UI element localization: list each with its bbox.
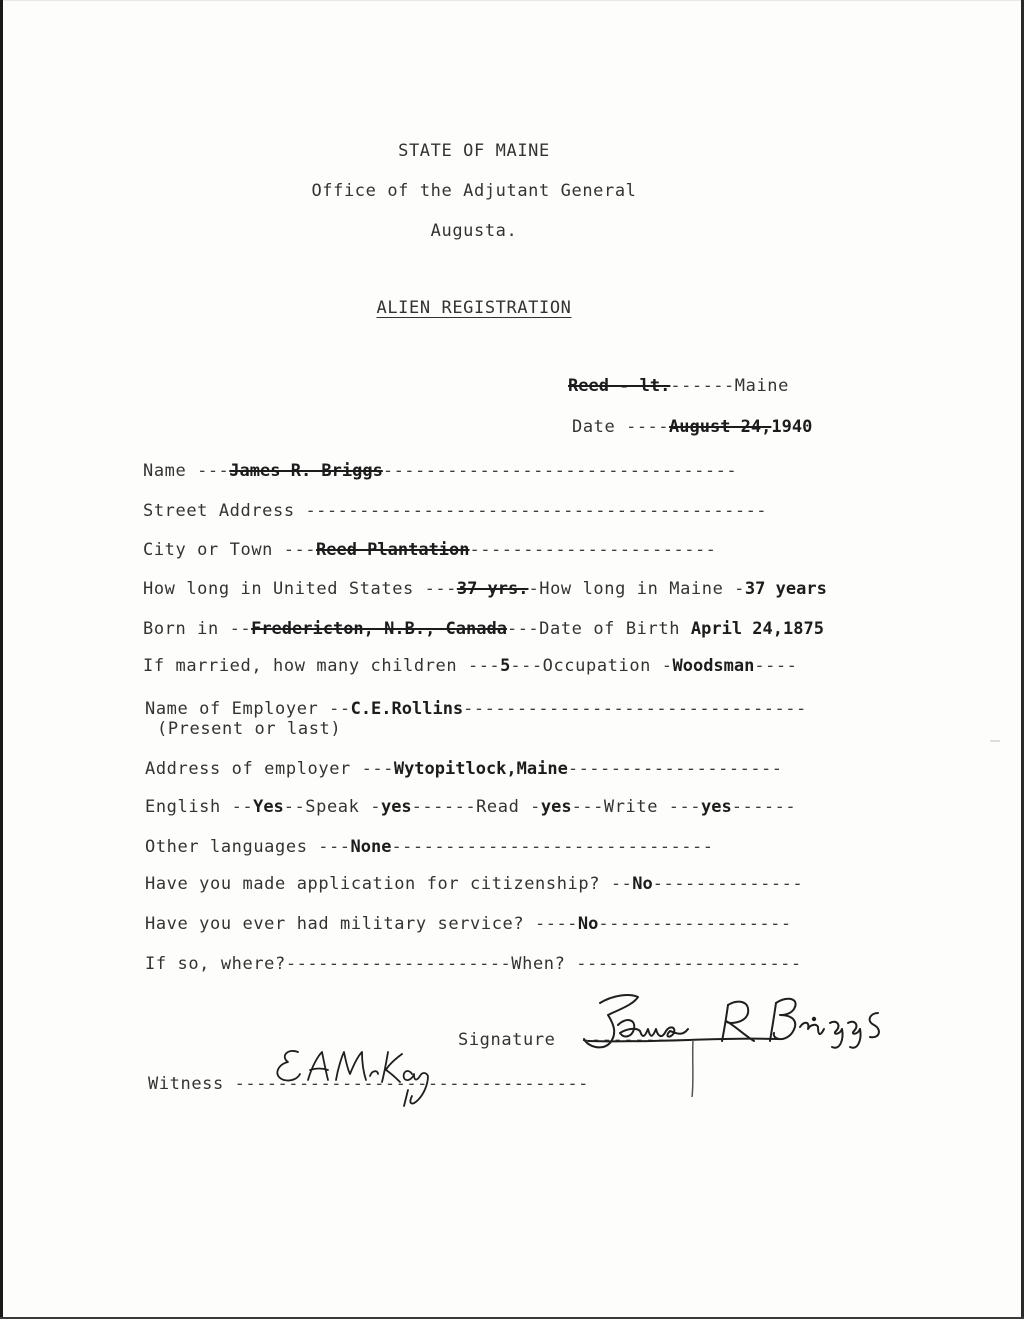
date-value: August 24, xyxy=(669,417,772,437)
witness-row: Witness --------------------------------- xyxy=(148,1074,589,1094)
date-line: Date ----August 24,1940 xyxy=(572,417,813,437)
languages-row: Other languages ---None------------------------------ xyxy=(145,837,714,857)
maine-years-value: 37 years xyxy=(744,579,827,599)
signature-label: Signature xyxy=(458,1030,556,1050)
name-label: Name xyxy=(143,461,187,481)
children-value: 5 xyxy=(500,656,511,676)
city-label: City or Town xyxy=(143,540,274,560)
signature-line: ---------- xyxy=(580,1030,689,1050)
us-years-label: How long in United States xyxy=(143,579,414,599)
employer-address-label: Address of employer xyxy=(145,759,351,779)
scan-mark xyxy=(990,740,1000,742)
employer-row: Name of Employer --C.E.Rollins-------------------------------- xyxy=(145,699,807,719)
where-row: If so, where?---------------------When? --------------------- xyxy=(145,954,802,974)
city-row: City or Town ---Reed Plantation----------------------- xyxy=(143,540,717,560)
employer-value: C.E.Rollins xyxy=(350,699,464,719)
date-label: Date xyxy=(572,417,616,437)
place-line: Reed - lt.------Maine xyxy=(568,376,789,396)
speak-label: Speak xyxy=(305,797,360,817)
where-label: If so, where? xyxy=(145,954,286,974)
employer-address-value: Wytopitlock,Maine xyxy=(393,759,568,779)
dob-label: Date of Birth xyxy=(539,619,681,639)
maine-years-label: How long in Maine xyxy=(539,579,724,599)
english-value: Yes xyxy=(253,797,284,817)
header-city: Augusta. xyxy=(430,221,518,241)
write-label: Write xyxy=(603,797,659,817)
citizenship-label: Have you made application for citizenship? xyxy=(145,874,601,894)
employer-address-row: Address of employer ---Wytopitlock,Maine-------------------- xyxy=(145,759,783,779)
us-years-value: 37 yrs. xyxy=(456,579,529,599)
read-label: Read xyxy=(476,797,520,817)
citizenship-value: No xyxy=(632,874,653,894)
name-value: James R. Briggs xyxy=(229,461,383,481)
born-row: Born in --Fredericton, N.B., Canada---Date of Birth April 24,1875 xyxy=(143,619,824,639)
header-state: STATE OF MAINE xyxy=(398,141,550,161)
date-year: 1940 xyxy=(771,417,813,437)
witness-label: Witness xyxy=(148,1074,224,1094)
children-label: If married, how many children xyxy=(143,656,458,676)
duration-row: How long in United States ---37 yrs.-How long in Maine -37 years xyxy=(143,579,827,599)
read-value: yes xyxy=(540,797,572,817)
name-row: Name ---James R. Briggs--------------------------------- xyxy=(143,461,738,481)
military-label: Have you ever had military service? xyxy=(145,914,525,934)
city-value: Reed Plantation xyxy=(315,540,470,560)
street-label: Street Address xyxy=(143,501,295,521)
military-value: No xyxy=(577,914,599,934)
witness-handwriting xyxy=(262,1030,452,1110)
signature-handwriting xyxy=(578,985,918,1105)
employer-sublabel: (Present or last) xyxy=(157,719,342,739)
when-label: When? xyxy=(511,954,566,974)
born-value: Fredericton, N.B., Canada xyxy=(251,619,507,639)
write-value: yes xyxy=(701,797,732,817)
occupation-label: Occupation xyxy=(542,656,651,676)
place-value: Reed - lt. xyxy=(568,376,671,396)
languages-label: Other languages xyxy=(145,837,308,857)
header-office: Office of the Adjutant General xyxy=(311,181,637,201)
military-row: Have you ever had military service? ----No------------------ xyxy=(145,914,792,934)
born-label: Born in xyxy=(143,619,219,639)
english-label: English xyxy=(145,797,221,817)
english-row: English --Yes--Speak -yes------Read -yes---Write ---yes------ xyxy=(145,797,797,817)
occupation-value: Woodsman xyxy=(672,656,755,676)
employer-label: Name of Employer xyxy=(145,699,319,719)
citizenship-row: Have you made application for citizenship? --No-------------- xyxy=(145,874,804,894)
children-row: If married, how many children ---5---Occupation -Woodsman---- xyxy=(143,656,798,676)
place-suffix: Maine xyxy=(734,376,789,396)
street-row: Street Address ------------------------------------------- xyxy=(143,501,768,521)
dob-value: April 24,1875 xyxy=(690,619,824,639)
form-title: ALIEN REGISTRATION xyxy=(376,298,572,318)
languages-value: None xyxy=(350,837,392,857)
speak-value: yes xyxy=(380,797,412,817)
